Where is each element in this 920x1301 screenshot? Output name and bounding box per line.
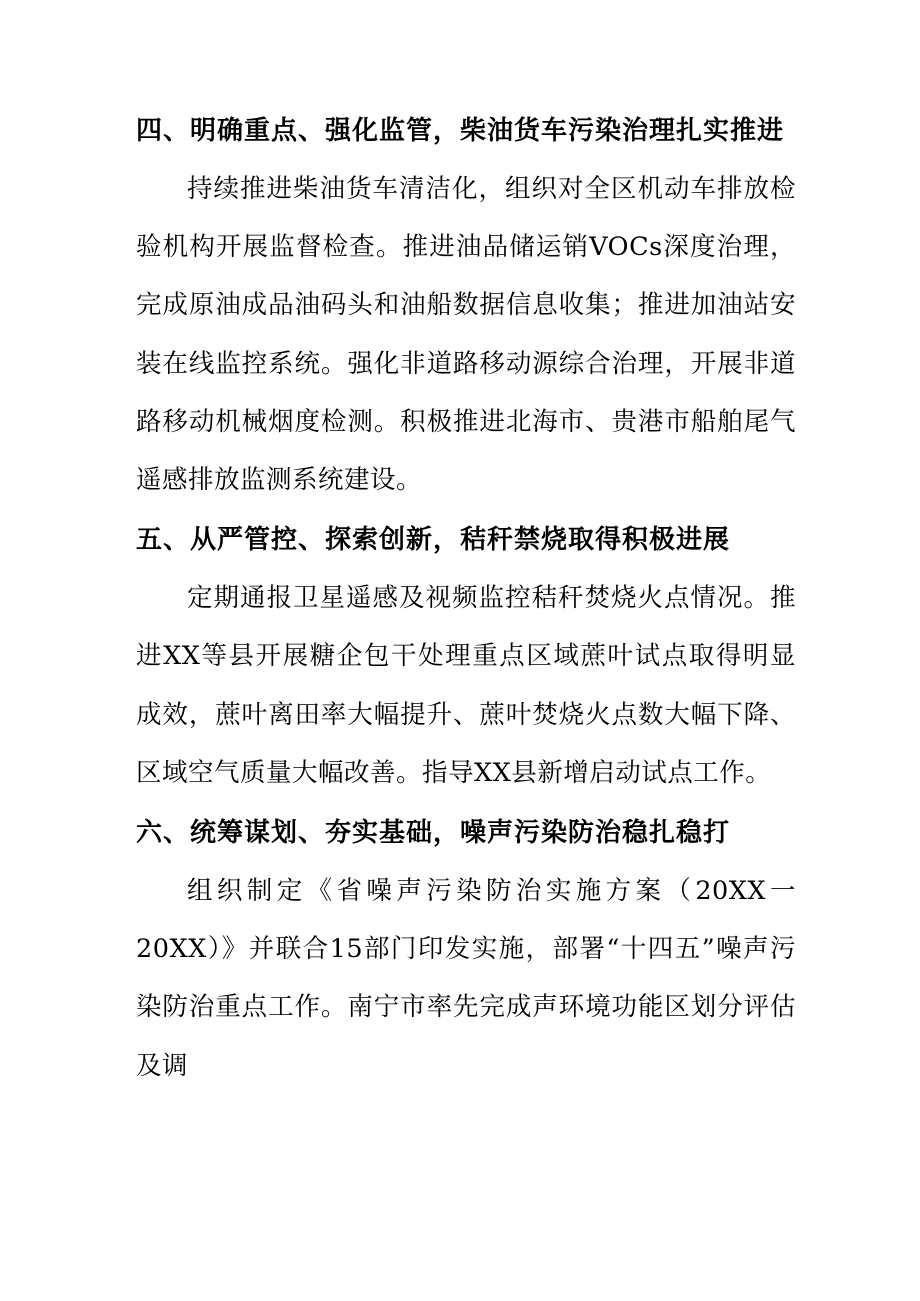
section-body-6: 组织制定《省噪声污染防治实施方案（20XX一20XX）》并联合15部门印发实施，部署“十四五”噪声污染防治重点工作。南宁市率先完成声环境功能区划分评估及调 bbox=[136, 876, 796, 1081]
section-body-4: 持续推进柴油货车清洁化，组织对全区机动车排放检验机构开展监督检查。推进油品储运销VOCs深度治理，完成原油成品油码头和油船数据信息收集；推进加油站安装在线监控系统。强化非道路移动源综合治理，开展非道路移动机械烟度检测。积极推进北海市、贵港市船舶尾气遥感排放监测系统建设。 bbox=[136, 174, 796, 496]
section-heading-6: 六、统筹谋划、夯实基础，噪声污染防治稳扎稳打 bbox=[136, 818, 731, 849]
section-heading-5: 五、从严管控、探索创新，秸秆禁烧取得积极进展 bbox=[136, 525, 731, 556]
document-page bbox=[136, 102, 796, 1095]
section-body-5: 定期通报卫星遥感及视频监控秸秆焚烧火点情况。推进XX等县开展糖企包干处理重点区域蔗叶试点取得明显成效，蔗叶离田率大幅提升、蔗叶焚烧火点数大幅下降、区域空气质量大幅改善。指导XX县新增启动试点工作。 bbox=[136, 583, 796, 788]
section-heading-4: 四、明确重点、强化监管，柴油货车污染治理扎实推进 bbox=[136, 116, 785, 146]
